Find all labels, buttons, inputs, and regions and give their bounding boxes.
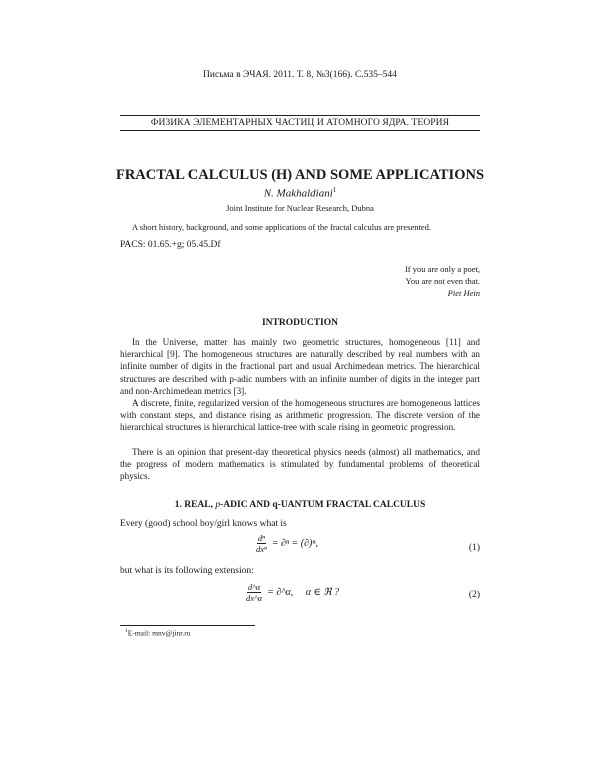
section-heading: ФИЗИКА ЭЛЕМЕНТАРНЫХ ЧАСТИЦ И АТОМНОГО ЯДРА. ТЕОРИЯ — [150, 118, 450, 128]
pacs-codes: PACS: 01.65.+g; 05.45.Df — [120, 240, 221, 250]
affiliation: Joint Institute for Nuclear Research, Dubna — [226, 203, 374, 213]
author-name: N. Makhaldiani — [263, 187, 333, 200]
equation-2-number: (2) — [468, 590, 480, 600]
equation-1-fraction — [255, 533, 268, 554]
footnote-rule — [120, 625, 255, 626]
equation-2-numerator: d^α — [247, 582, 261, 592]
equation-2-fraction — [245, 582, 263, 603]
paper-title: FRACTAL CALCULUS (H) AND SOME APPLICATIONS — [115, 167, 485, 183]
journal-citation: Письма в ЭЧАЯ. 2011. Т. 8, №3(166). С.535–544 — [203, 70, 397, 80]
equation-1-number: (1) — [468, 543, 480, 553]
footnote-mark: 1 — [125, 628, 128, 634]
introduction-heading: INTRODUCTION — [261, 318, 338, 328]
epigraph-line-1: If you are only a poet, — [404, 264, 480, 274]
equation-1-denominator: dxⁿ — [256, 544, 267, 554]
epigraph-attribution: Piet Hein — [447, 288, 480, 298]
equation-2-rhs: = ∂^α, α ∈ ℜ ? — [267, 587, 340, 598]
section-1-line-1: Every (good) school boy/girl knows what is — [120, 519, 287, 529]
intro-paragraph-1: In the Universe, matter has mainly two geometric structures, homogeneous [11] and hierarchical [9]. The homogeneous structures are naturally described by real numbers with an infinite number of digits in the fractional part and usual Archimedean metrics. The hierarchical structures are described with p-adic numbers with an infinite number of digits in the integer part and non-Archimedean metrics [3]. — [120, 337, 480, 396]
equation-2-denominator: dx^α — [246, 593, 263, 603]
intro-paragraph-3: There is an opinion that present-day theoretical physics needs (almost) all mathematics, and the progress of modern mathematics is stimulated by fundamental problems of theoretical physics. — [120, 447, 480, 482]
abstract: A short history, background, and some applications of the fractal calculus are presented. — [132, 222, 431, 232]
section-rule-bottom — [120, 130, 480, 131]
section-1-heading — [0, 500, 600, 510]
equation-1-rhs: = ∂ⁿ = (∂)ⁿ, — [271, 538, 319, 549]
section-rule-top — [120, 115, 480, 116]
footnote-email: E-mail: mnv@jinr.ru — [127, 628, 191, 638]
author-footnote-mark: 1 — [332, 186, 337, 194]
equation-2 — [245, 582, 339, 603]
epigraph — [300, 263, 480, 299]
section-1-heading-b: -ADIC AND q-UANTUM FRACTAL CALCULUS — [220, 500, 426, 510]
section-1-heading-p: p — [215, 500, 221, 510]
section-1-heading-a: 1. REAL, — [174, 500, 216, 510]
intro-paragraph-2: A discrete, finite, regularized version of the homogeneous structures are homogeneous lattices with constant steps, and distance rising as arithmetic progression. The discrete version of the hierarchical structures is hierarchical lattice-tree with scale rising in geometric progression. — [120, 398, 480, 433]
equation-1-numerator: dⁿ — [257, 533, 265, 543]
author-line — [0, 186, 600, 200]
section-1-line-2: but what is its following extension: — [120, 566, 254, 576]
epigraph-line-2: You are not even that. — [405, 276, 480, 286]
equation-1 — [255, 533, 318, 554]
footnote — [125, 628, 190, 638]
